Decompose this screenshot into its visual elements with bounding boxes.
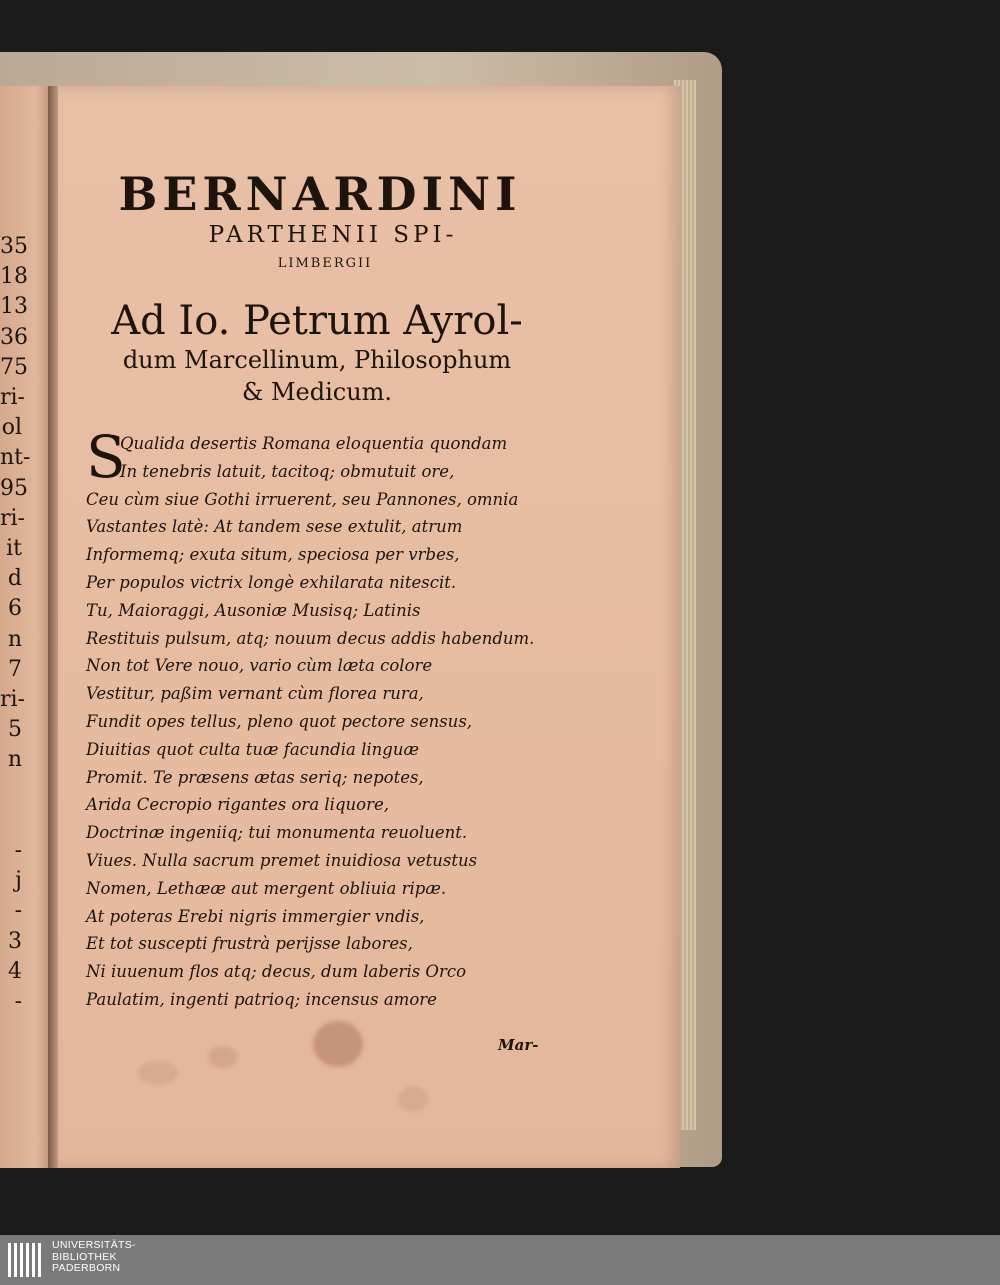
library-logo-icon xyxy=(8,1243,44,1277)
left-page-fragment: it xyxy=(6,536,22,562)
left-page-fragment: - xyxy=(14,898,22,924)
left-page-fragment xyxy=(0,806,22,836)
author-name-line2: LIMBERGII xyxy=(277,256,373,271)
left-page-fragment: ri- xyxy=(0,687,25,713)
dedication-heading xyxy=(92,298,542,408)
left-page-fragment: 95 xyxy=(0,475,28,501)
left-page-fragment: n xyxy=(7,747,22,773)
left-page-fragment: d xyxy=(7,566,22,592)
library-name-line2: BIBLIOTHEK xyxy=(52,1250,117,1263)
verse-line: Fundit opes tellus, pleno quot pectore sensus, xyxy=(86,711,473,731)
verse-line: Nomen, Lethææ aut mergent obliuia ripæ. xyxy=(86,878,447,898)
verse-line: Tu, Maioraggi, Ausoniæ Musisq; Latinis xyxy=(86,600,421,620)
author-name-line1: PARTHENII SPI- xyxy=(208,222,458,248)
verse-line: Vestitur, paßim vernant cùm florea rura, xyxy=(86,684,424,704)
left-page-fragment: nt- xyxy=(0,445,31,471)
verse-line: Informemq; exuta situm, speciosa per vrbes, xyxy=(86,545,460,565)
left-page-fragment: 3 xyxy=(8,928,22,954)
left-page-fragment: 18 xyxy=(0,264,28,290)
verse-line: Doctrinæ ingeniiq; tui monumenta reuoluent. xyxy=(86,823,468,843)
verse-line: At poteras Erebi nigris immergier vndis, xyxy=(86,906,425,926)
left-page-fragment: 75 xyxy=(0,354,28,380)
left-page-fragment: 5 xyxy=(8,717,22,743)
drop-cap: S xyxy=(86,423,126,491)
left-page-fragment: 6 xyxy=(8,596,22,622)
left-page-fragment: n xyxy=(7,626,22,652)
left-page-fragment: ol xyxy=(1,415,22,441)
left-page-fragment: j xyxy=(15,868,22,894)
verse-line: Et tot suscepti frustrà perijsse labores, xyxy=(86,934,413,954)
verse-line: Qualida desertis Romana eloquentia quondam xyxy=(120,434,508,453)
poem-verse xyxy=(86,423,556,1014)
library-footer xyxy=(0,1235,1000,1285)
dedication-line2: dum Marcellinum, Philosophum xyxy=(122,346,512,374)
left-page-fragment: 13 xyxy=(0,294,28,320)
verse-line: Ceu cùm siue Gothi irruerent, seu Pannones, omnia xyxy=(86,489,519,509)
verse-line: Viues. Nulla sacrum premet inuidiosa vetustus xyxy=(86,850,478,870)
left-page-fragment: 7 xyxy=(8,656,22,682)
verse-line: Ni iuuenum flos atq; decus, dum laberis Orco xyxy=(86,962,467,982)
verse-line: Paulatim, ingenti patrioq; incensus amore xyxy=(86,989,437,1009)
library-name-line1: UNIVERSITÄTS- xyxy=(52,1239,136,1251)
verse-line: Diuitias quot culta tuæ facundia linguæ xyxy=(86,739,419,759)
page-title: BERNARDINI xyxy=(118,167,522,221)
catchword: Mar- xyxy=(498,1036,539,1054)
dedication-line1: Ad Io. Petrum Ayrol- xyxy=(111,298,523,344)
left-page-fragment: 36 xyxy=(0,324,28,350)
verse-line: Per populos victrix longè exhilarata nitescit. xyxy=(86,572,457,592)
verse-line: Restituis pulsum, atq; nouum decus addis habendum. xyxy=(86,628,535,648)
left-page-fragment: - xyxy=(14,989,22,1015)
library-name xyxy=(52,1240,136,1275)
ink-stain xyxy=(138,1061,178,1085)
verse-line: Vastantes latè: At tandem sese extulit, atrum xyxy=(86,517,463,537)
left-page-fragment: - xyxy=(14,838,22,864)
left-page-fragment xyxy=(0,776,22,806)
left-page-fragment: ri- xyxy=(0,385,25,411)
verse-line: In tenebris latuit, tacitoq; obmutuit ore, xyxy=(120,461,455,481)
verse-line: Non tot Vere nouo, vario cùm læta colore xyxy=(86,656,433,676)
ink-stain xyxy=(313,1021,363,1067)
left-page-text-fragments xyxy=(0,232,31,1017)
left-page-fragment: 35 xyxy=(0,234,28,259)
dedication-line3: & Medicum. xyxy=(241,378,393,406)
ink-stain xyxy=(208,1046,238,1068)
left-page-fragment: ri- xyxy=(0,505,25,531)
verse-line: Promit. Te præsens ætas seriq; nepotes, xyxy=(86,767,424,787)
left-page-fragment: 4 xyxy=(8,958,22,984)
ink-stain xyxy=(398,1086,428,1112)
library-name-line3: PADERBORN xyxy=(52,1262,121,1274)
verse-line: Arida Cecropio rigantes ora liquore, xyxy=(86,795,389,815)
